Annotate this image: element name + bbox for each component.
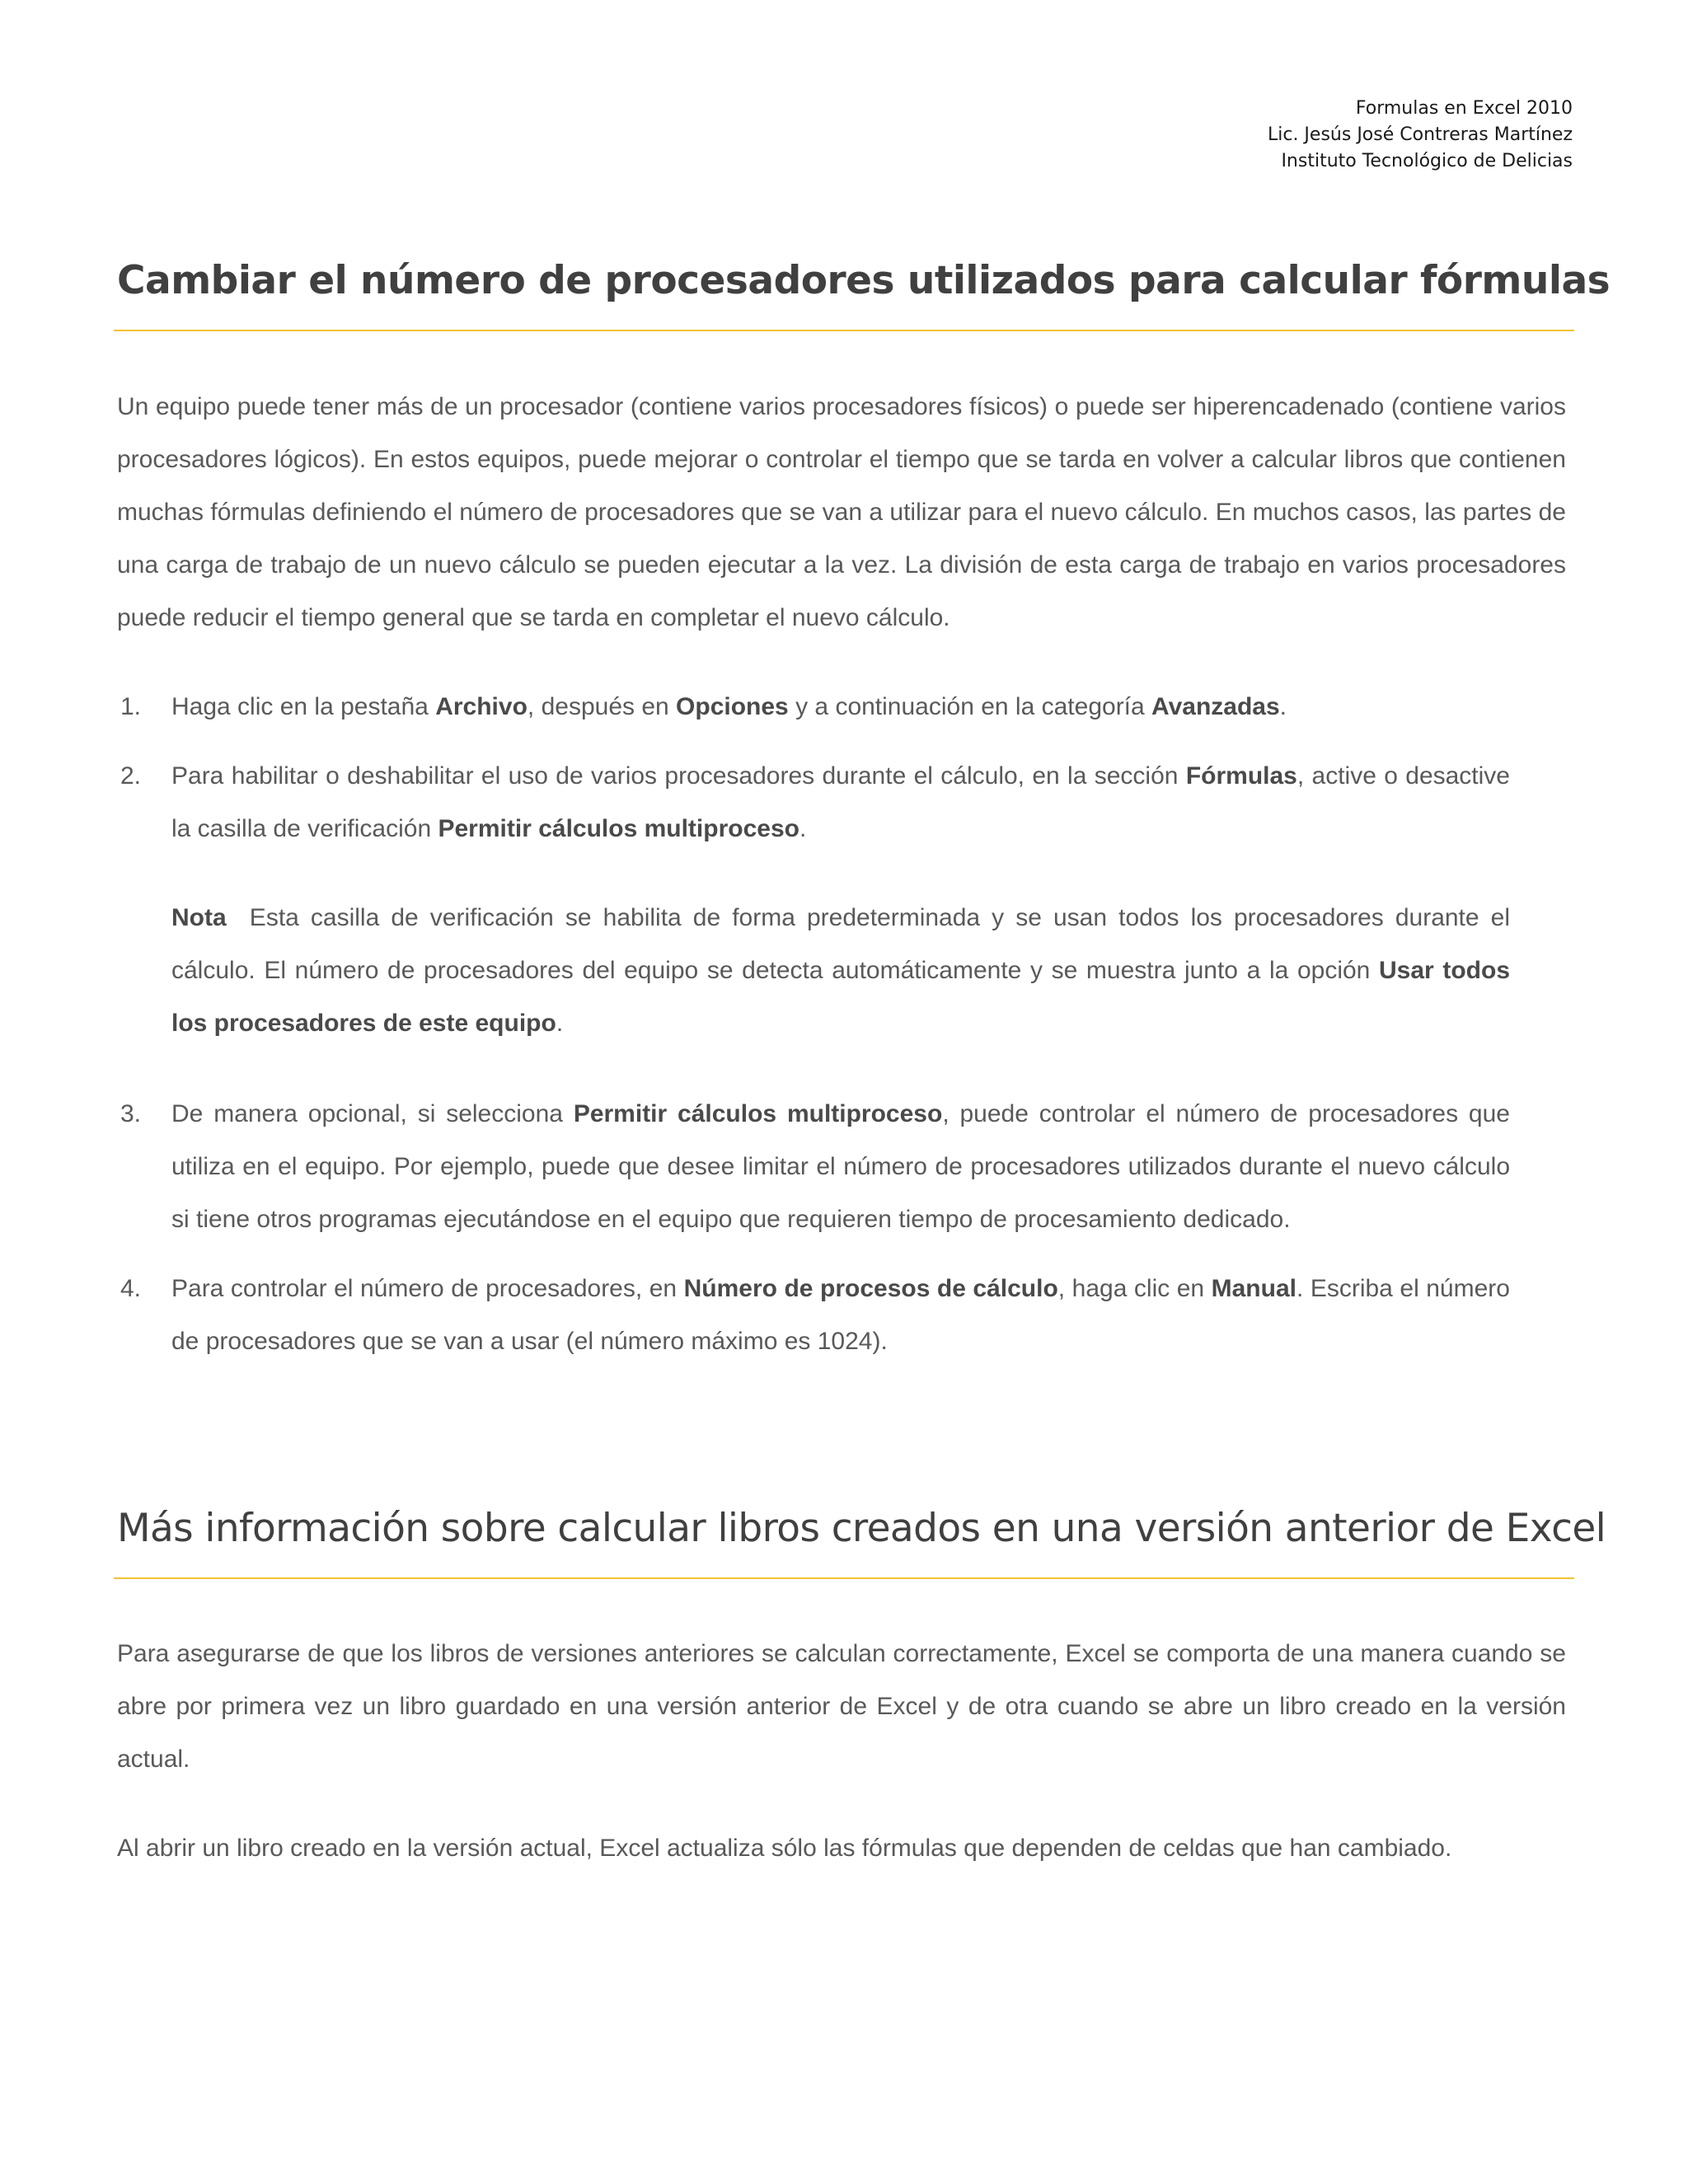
section2-divider (114, 1577, 1574, 1579)
bold-term: Número de procesos de cálculo (683, 1275, 1058, 1302)
step-number: 3. (120, 1100, 142, 1127)
section1-divider (114, 330, 1574, 331)
section2-heading: Más información sobre calcular libros creados en una versión anterior de Excel (117, 1506, 1606, 1551)
list-item: 3. De manera opcional, si selecciona Permitir cálculos multiproceso, puede controlar el número de procesadores que utiliza en el equipo. Por ejemplo, puede que desee limitar el número de procesadores utilizados durante el nuevo cálculo si tiene otros programas ejecutándose en el equipo que requieren tiempo de procesamiento dedicado. (117, 1088, 1510, 1246)
section2-paragraph-1: Para asegurarse de que los libros de versiones anteriores se calculan correctamente, Excel se comporta de una manera cuando se abre por primera vez un libro guardado en una versión anterior de Excel y de otra cuando se abre un libro creado en la versión actual. (117, 1640, 1566, 1773)
bold-term: Permitir cálculos multiproceso (438, 815, 799, 842)
bold-term: Permitir cálculos multiproceso (573, 1100, 943, 1127)
header-institution: Instituto Tecnológico de Delicias (1281, 151, 1573, 171)
note-label: Nota (171, 904, 227, 931)
step-number: 4. (120, 1275, 142, 1302)
bold-term: Avanzadas (1151, 693, 1280, 720)
header-author: Lic. Jesús José Contreras Martínez (1267, 124, 1573, 145)
section2-paragraph-2: Al abrir un libro creado en la versión actual, Excel actualiza sólo las fórmulas que dependen de celdas que han cambiado. (117, 1835, 1452, 1862)
note-block: Nota Esta casilla de verificación se habilita de forma predeterminada y se usan todos los procesadores durante el cálculo. El número de procesadores del equipo se detecta automáticamente y se muestra junto a la opción Usar todos los procesadores de este equipo. (171, 904, 1517, 1037)
bold-term: Archivo (435, 693, 528, 720)
list-item: 1. Haga clic en la pestaña Archivo, después en Opciones y a continuación en la categoría Avanzadas. (117, 681, 1510, 733)
steps-list (117, 681, 1517, 1368)
list-item: 2. Para habilitar o deshabilitar el uso de varios procesadores durante el cálculo, en la sección Fórmulas, active o desactive la casilla de verificación Permitir cálculos multiproceso. (117, 750, 1510, 855)
bold-term: Fórmulas (1185, 762, 1297, 790)
bold-term: Opciones (676, 693, 789, 720)
header-title: Formulas en Excel 2010 (1355, 98, 1573, 119)
section1-heading: Cambiar el número de procesadores utilizados para calcular fórmulas (117, 258, 1611, 303)
section1-intro: Un equipo puede tener más de un procesador (contiene varios procesadores físicos) o puede ser hiperencadenado (contiene varios procesadores lógicos). En estos equipos, puede mejorar o controlar el tiempo que se tarda en volver a calcular libros que contienen muchas fórmulas definiendo el número de procesadores que se van a utilizar para el nuevo cálculo. En muchos casos, las partes de una carga de trabajo de un nuevo cálculo se pueden ejecutar a la vez. La división de esta carga de trabajo en varios procesadores puede reducir el tiempo general que se tarda en completar el nuevo cálculo. (117, 393, 1566, 631)
step-number: 1. (120, 693, 142, 720)
page-header (1268, 96, 1573, 175)
bold-term: Manual (1211, 1275, 1296, 1302)
bold-term: Usar todos los procesadores de este equipo (171, 957, 1510, 1037)
list-item: 4. Para controlar el número de procesadores, en Número de procesos de cálculo, haga clic en Manual. Escriba el número de procesadores que se van a usar (el número máximo es 1024). (117, 1263, 1510, 1368)
step-number: 2. (120, 762, 142, 790)
